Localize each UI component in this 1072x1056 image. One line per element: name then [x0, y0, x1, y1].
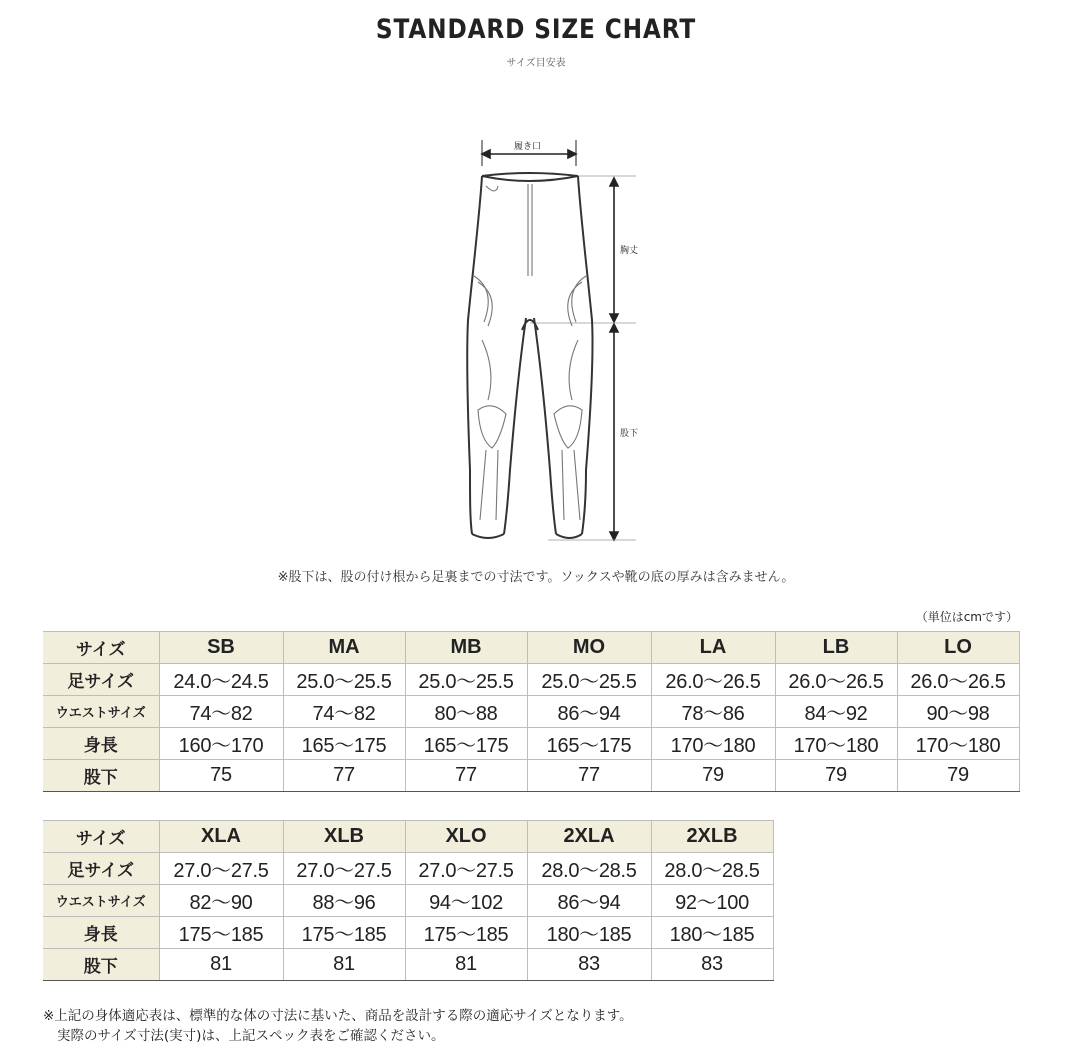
- table-cell: 26.0～26.5: [651, 664, 775, 696]
- footnote: [43, 1006, 633, 1046]
- inseam-arrow: [610, 324, 618, 540]
- table-cell: 83: [651, 949, 773, 981]
- table-row: [43, 728, 1019, 760]
- table-cell: 79: [775, 760, 897, 792]
- size-header: MA: [283, 632, 405, 664]
- row-header-height: 身長: [43, 728, 159, 760]
- inseam-label: 股下: [620, 429, 639, 439]
- footnote-line-2: 実際のサイズ寸法(実寸)は、上記スペック表をご確認ください。: [57, 1028, 445, 1044]
- table-cell: 175～185: [405, 917, 527, 949]
- row-header-inseam: 股下: [43, 949, 159, 981]
- opening-label: 履き口: [514, 142, 542, 152]
- table-row: [43, 664, 1019, 696]
- table-cell: 77: [527, 760, 651, 792]
- table-cell: 25.0～25.5: [283, 664, 405, 696]
- table-cell: 26.0～26.5: [775, 664, 897, 696]
- table-row: [43, 760, 1019, 792]
- row-header-foot: 足サイズ: [43, 853, 159, 885]
- size-header: 2XLB: [651, 821, 773, 853]
- table-cell: 81: [405, 949, 527, 981]
- table-cell: 75: [159, 760, 283, 792]
- table-cell: 27.0～27.5: [159, 853, 283, 885]
- table-cell: 170～180: [897, 728, 1019, 760]
- table-cell: 24.0～24.5: [159, 664, 283, 696]
- table-cell: 175～185: [283, 917, 405, 949]
- wader-outline: [467, 173, 592, 538]
- table-cell: 74～82: [283, 696, 405, 728]
- row-header-waist: ウエストサイズ: [43, 885, 159, 917]
- table-row: [43, 917, 773, 949]
- size-header: MO: [527, 632, 651, 664]
- table-cell: 74～82: [159, 696, 283, 728]
- size-header: 2XLA: [527, 821, 651, 853]
- inseam-note: ※股下は、股の付け根から足裏までの寸法です。ソックスや靴の底の厚みは含みません。: [277, 570, 795, 585]
- size-header: XLA: [159, 821, 283, 853]
- table-cell: 92～100: [651, 885, 773, 917]
- table-cell: 26.0～26.5: [897, 664, 1019, 696]
- table-cell: 25.0～25.5: [527, 664, 651, 696]
- table-cell: 160～170: [159, 728, 283, 760]
- table-cell: 180～185: [527, 917, 651, 949]
- unit-note: （単位はcmです）: [915, 610, 1018, 624]
- table-row: [43, 885, 773, 917]
- table-cell: 86～94: [527, 885, 651, 917]
- chest-length-label: 胸丈: [620, 246, 639, 256]
- size-header: XLO: [405, 821, 527, 853]
- row-header-size: サイズ: [43, 632, 159, 664]
- wader-details: [474, 184, 586, 520]
- table-cell: 79: [651, 760, 775, 792]
- footnote-line-1: ※上記の身体適応表は、標準的な体の寸法に基いた、商品を設計する際の適応サイズとなります。: [43, 1008, 633, 1024]
- chest-arrow: [610, 178, 618, 322]
- row-header-waist: ウエストサイズ: [43, 696, 159, 728]
- table-cell: 94～102: [405, 885, 527, 917]
- row-header-height: 身長: [43, 917, 159, 949]
- table-row: [43, 696, 1019, 728]
- table-row: [43, 632, 1019, 664]
- table-row: [43, 821, 773, 853]
- table-row: [43, 853, 773, 885]
- size-table-2: [43, 820, 774, 981]
- table-cell: 165～175: [405, 728, 527, 760]
- table-cell: 80～88: [405, 696, 527, 728]
- size-header: LO: [897, 632, 1019, 664]
- table-cell: 82～90: [159, 885, 283, 917]
- table-cell: 165～175: [527, 728, 651, 760]
- page-title: STANDARD SIZE CHART: [375, 14, 697, 45]
- row-header-inseam: 股下: [43, 760, 159, 792]
- table-cell: 170～180: [775, 728, 897, 760]
- size-header: LA: [651, 632, 775, 664]
- table-cell: 175～185: [159, 917, 283, 949]
- table-cell: 77: [283, 760, 405, 792]
- table-cell: 81: [159, 949, 283, 981]
- table-cell: 86～94: [527, 696, 651, 728]
- size-header: LB: [775, 632, 897, 664]
- table-cell: 79: [897, 760, 1019, 792]
- page-subtitle: サイズ目安表: [506, 58, 566, 69]
- table-cell: 83: [527, 949, 651, 981]
- table-cell: 28.0～28.5: [527, 853, 651, 885]
- size-header: MB: [405, 632, 527, 664]
- table-cell: 170～180: [651, 728, 775, 760]
- table-cell: 88～96: [283, 885, 405, 917]
- table-cell: 25.0～25.5: [405, 664, 527, 696]
- table-cell: 27.0～27.5: [405, 853, 527, 885]
- size-header: SB: [159, 632, 283, 664]
- table-cell: 90～98: [897, 696, 1019, 728]
- table-cell: 28.0～28.5: [651, 853, 773, 885]
- row-header-size: サイズ: [43, 821, 159, 853]
- size-header: XLB: [283, 821, 405, 853]
- table-cell: 180～185: [651, 917, 773, 949]
- size-table-1: [43, 631, 1020, 792]
- table-cell: 81: [283, 949, 405, 981]
- table-cell: 165～175: [283, 728, 405, 760]
- row-header-foot: 足サイズ: [43, 664, 159, 696]
- table-cell: 27.0～27.5: [283, 853, 405, 885]
- table-cell: 78～86: [651, 696, 775, 728]
- table-cell: 77: [405, 760, 527, 792]
- table-row: [43, 949, 773, 981]
- table-cell: 84～92: [775, 696, 897, 728]
